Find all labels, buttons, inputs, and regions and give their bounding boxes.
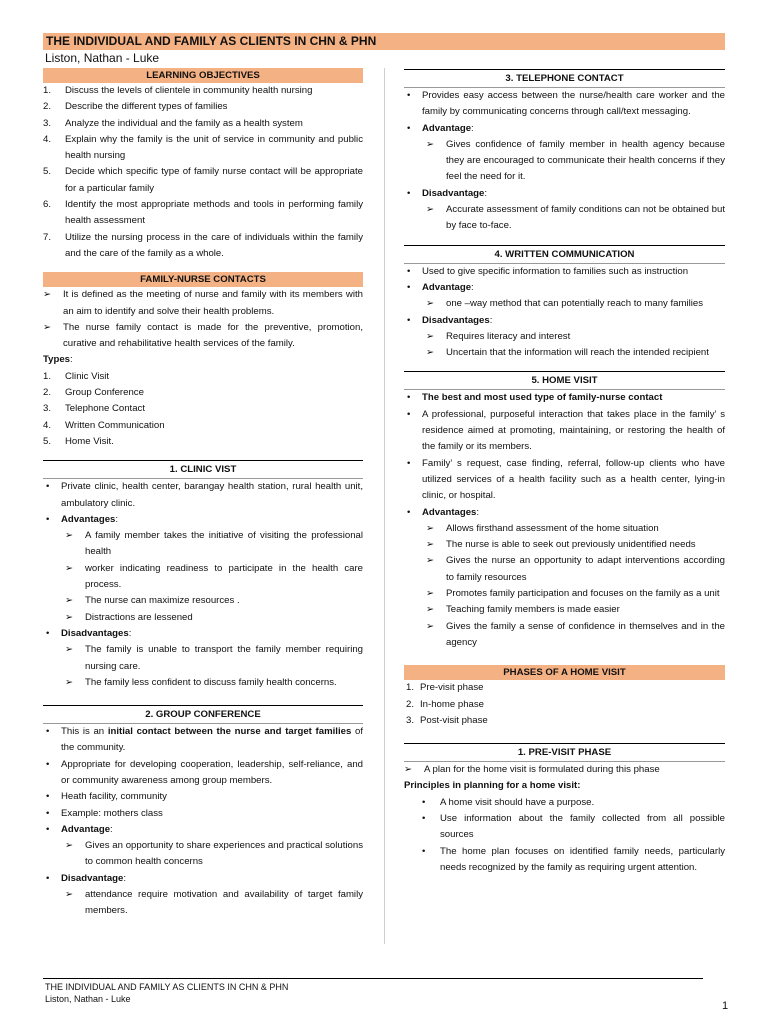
footer-rule [43,978,703,979]
list-item: ➢ Distractions are lessened [43,610,363,626]
learning-objectives-heading: LEARNING OBJECTIVES [43,68,363,83]
list-item: ➢ Gives an opportunity to share experiences and practical solutions to common health concerns [43,838,363,871]
bullet-icon: • [407,392,411,404]
list-item: • Advantages: [404,505,725,521]
arrow-bullet-icon: ➢ [426,298,435,310]
bullet-icon: • [407,281,411,293]
bullet-icon: • [46,823,50,835]
list-item: ➢ A family member takes the initiative of visiting the professional health [43,528,363,561]
bullet-icon: • [407,122,411,134]
column-divider [384,68,385,944]
document-authors: Liston, Nathan - Luke [45,51,160,65]
principles-label: Principles in planning for a home visit: [404,780,581,792]
list-item: • Disadvantages: [404,313,725,329]
arrow-bullet-icon: ➢ [65,562,74,574]
list-item: 3. Post-visit phase [406,714,488,726]
list-item: 3. Analyze the individual and the family as a health system [43,117,303,129]
footer [45,981,288,1005]
list-item: 3. Telephone Contact [43,403,146,415]
list-item: ➢ The nurse is able to seek out previously unidentified needs [404,537,725,553]
telephone-contact-heading: 3. TELEPHONE CONTACT [404,69,725,88]
list-item: • Family’ s request, case finding, referral, follow-up clients who have utilized services of a health facility such as a health center, lying-in clinic, or hospital. [404,456,725,505]
list-item: • Appropriate for developing cooperation, leadership, self-reliance, and or community awareness among group members. [43,757,363,790]
list-item: • A home visit should have a purpose. [404,795,725,811]
list-item: ➢ Promotes family participation and focuses on the family as a unit [404,586,725,602]
arrow-bullet-icon: ➢ [65,889,74,901]
bullet-icon: • [407,314,411,326]
clinic-visit-heading: 1. CLINIC VIST [43,460,363,479]
left-column [43,68,363,920]
arrow-bullet-icon: ➢ [65,595,74,607]
list-item: • Used to give specific information to families such as instruction [404,264,725,280]
list-item: • Disadvantages: [43,626,363,642]
list-item: • Private clinic, health center, barangay health station, rural health unit, ambulatory clinic. [43,479,363,512]
arrow-bullet-icon: ➢ [426,539,435,551]
arrow-bullet-icon: ➢ [426,620,435,632]
list-item: • Example: mothers class [43,806,363,822]
bullet-icon: • [407,457,411,469]
list-item: • Disadvantage: [404,186,725,202]
arrow-bullet-icon: ➢ [426,138,435,150]
list-item: • Use information about the family collected from all possible sources [404,811,725,844]
bullet-icon: • [46,872,50,884]
list-item: • The home plan focuses on identified family needs, particularly needs recognized by the family as requiring urgent attention. [404,844,725,877]
bullet-icon: • [422,796,426,808]
list-item: 1. Pre-visit phase [406,682,484,694]
learning-objectives-list [43,83,363,262]
list-item: ➢ Allows firsthand assessment of the home situation [404,521,725,537]
group-conference-heading: 2. GROUP CONFERENCE [43,705,363,724]
types-label: Types: [43,354,73,366]
arrow-bullet-icon: ➢ [426,555,435,567]
bullet-icon: • [407,187,411,199]
pre-visit-heading: 1. PRE-VISIT PHASE [404,743,725,762]
document-title: THE INDIVIDUAL AND FAMILY AS CLIENTS IN CHN & PHN [43,33,725,50]
list-item: ➢ The nurse family contact is made for the preventive, promotion, curative and rehabilitative health services of the family. [43,320,363,353]
footer-authors: Liston, Nathan - Luke [45,994,131,1004]
bullet-icon: • [46,627,50,639]
list-item: ➢ Gives the nurse an opportunity to adapt interventions according to family resources [404,553,725,586]
list-item: • Advantage: [404,280,725,296]
bullet-icon: • [407,506,411,518]
list-item: 6. Identify the most appropriate methods and tools in performing family health assessment [43,199,363,227]
home-visit-heading: 5. HOME VISIT [404,371,725,390]
family-nurse-contacts-heading: FAMILY-NURSE CONTACTS [43,272,363,287]
arrow-bullet-icon: ➢ [43,321,52,333]
list-item: ➢ Gives confidence of family member in health agency because they are encouraged to communicate their health concerns if they feel the need for it. [404,137,725,186]
list-item: 2. In-home phase [406,698,484,710]
bullet-icon: • [407,265,411,277]
footer-title: THE INDIVIDUAL AND FAMILY AS CLIENTS IN CHN & PHN [45,982,289,992]
arrow-bullet-icon: ➢ [426,604,435,616]
list-item: ➢ Accurate assessment of family conditions can not be obtained but by face to-face. [404,202,725,235]
phases-heading: PHASES OF A HOME VISIT [404,665,725,680]
arrow-bullet-icon: ➢ [426,347,435,359]
list-item: ➢ The family is unable to transport the family member requiring nursing care. [43,642,363,675]
list-item: ➢ The family less confident to discuss family health concerns. [43,675,363,691]
list-item: ➢ A plan for the home visit is formulated during this phase [404,762,725,778]
list-item: • Advantage: [43,822,363,838]
arrow-bullet-icon: ➢ [426,522,435,534]
arrow-bullet-icon: ➢ [65,611,74,623]
list-item: • Provides easy access between the nurse/health care worker and the family by communicating concerns through call/text messaging. [404,88,725,121]
list-item: 4. Written Communication [43,419,165,431]
page-number: 1 [722,1000,729,1012]
bullet-icon: • [422,845,426,857]
bullet-icon: • [46,791,50,803]
bullet-icon: • [422,812,426,824]
bullet-icon: • [46,726,50,738]
list-item: 2. Group Conference [43,387,144,399]
arrow-bullet-icon: ➢ [65,676,74,688]
list-item: ➢ Requires literacy and interest [404,329,725,345]
right-column [404,69,725,876]
list-item: 2. Describe the different types of families [43,101,228,113]
arrow-bullet-icon: ➢ [404,764,413,776]
list-item: 4. Explain why the family is the unit of service in community and public health nursing [43,133,363,162]
arrow-bullet-icon: ➢ [65,644,74,656]
list-item: 5. Decide which specific type of family nurse contact will be appropriate for a particular family [43,166,363,194]
written-communication-heading: 4. WRITTEN COMMUNICATION [404,245,725,264]
bullet-icon: • [46,758,50,770]
arrow-bullet-icon: ➢ [65,840,74,852]
list-item: • Advantage: [404,121,725,137]
list-item: ➢ one –way method that can potentially reach to many families [404,296,725,312]
list-item: 5. Home Visit. [43,435,114,447]
list-item: • Advantages: [43,512,363,528]
list-item: 1. Discuss the levels of clientele in community health nursing [43,85,313,96]
list-item: 7. Utilize the nursing process in the care of individuals within the family and the care of the family as a whole. [43,231,363,259]
arrow-bullet-icon: ➢ [43,289,52,301]
list-item: ➢ worker indicating readiness to participate in the health care process. [43,561,363,594]
bullet-icon: • [407,408,411,420]
list-item: • A professional, purposeful interaction that takes place in the family’ s residence aimed at promoting, maintaining, or restoring the health of the family or its members. [404,407,725,456]
list-item: • This is an initial contact between the nurse and target families of the community. [43,724,363,757]
list-item: ➢ It is defined as the meeting of nurse and family with its members with an aim to identify and solve their health problems. [43,287,363,320]
list-item: • The best and most used type of family-nurse contact [404,390,725,406]
arrow-bullet-icon: ➢ [65,530,74,542]
bullet-icon: • [46,807,50,819]
list-item: ➢ Uncertain that the information will reach the intended recipient [404,345,725,361]
arrow-bullet-icon: ➢ [426,204,435,216]
arrow-bullet-icon: ➢ [426,588,435,600]
bullet-icon: • [46,513,50,525]
arrow-bullet-icon: ➢ [426,330,435,342]
list-item: 1. Clinic Visit [43,370,110,382]
list-item: • Disadvantage: [43,871,363,887]
list-item: ➢ Gives the family a sense of confidence in themselves and in the agency [404,619,725,652]
list-item: ➢ Teaching family members is made easier [404,602,725,618]
list-item: ➢ The nurse can maximize resources . [43,593,363,609]
list-item: ➢ attendance require motivation and availability of target family members. [43,887,363,920]
bullet-icon: • [46,481,50,493]
list-item: • Heath facility, community [43,789,363,805]
bullet-icon: • [407,90,411,101]
